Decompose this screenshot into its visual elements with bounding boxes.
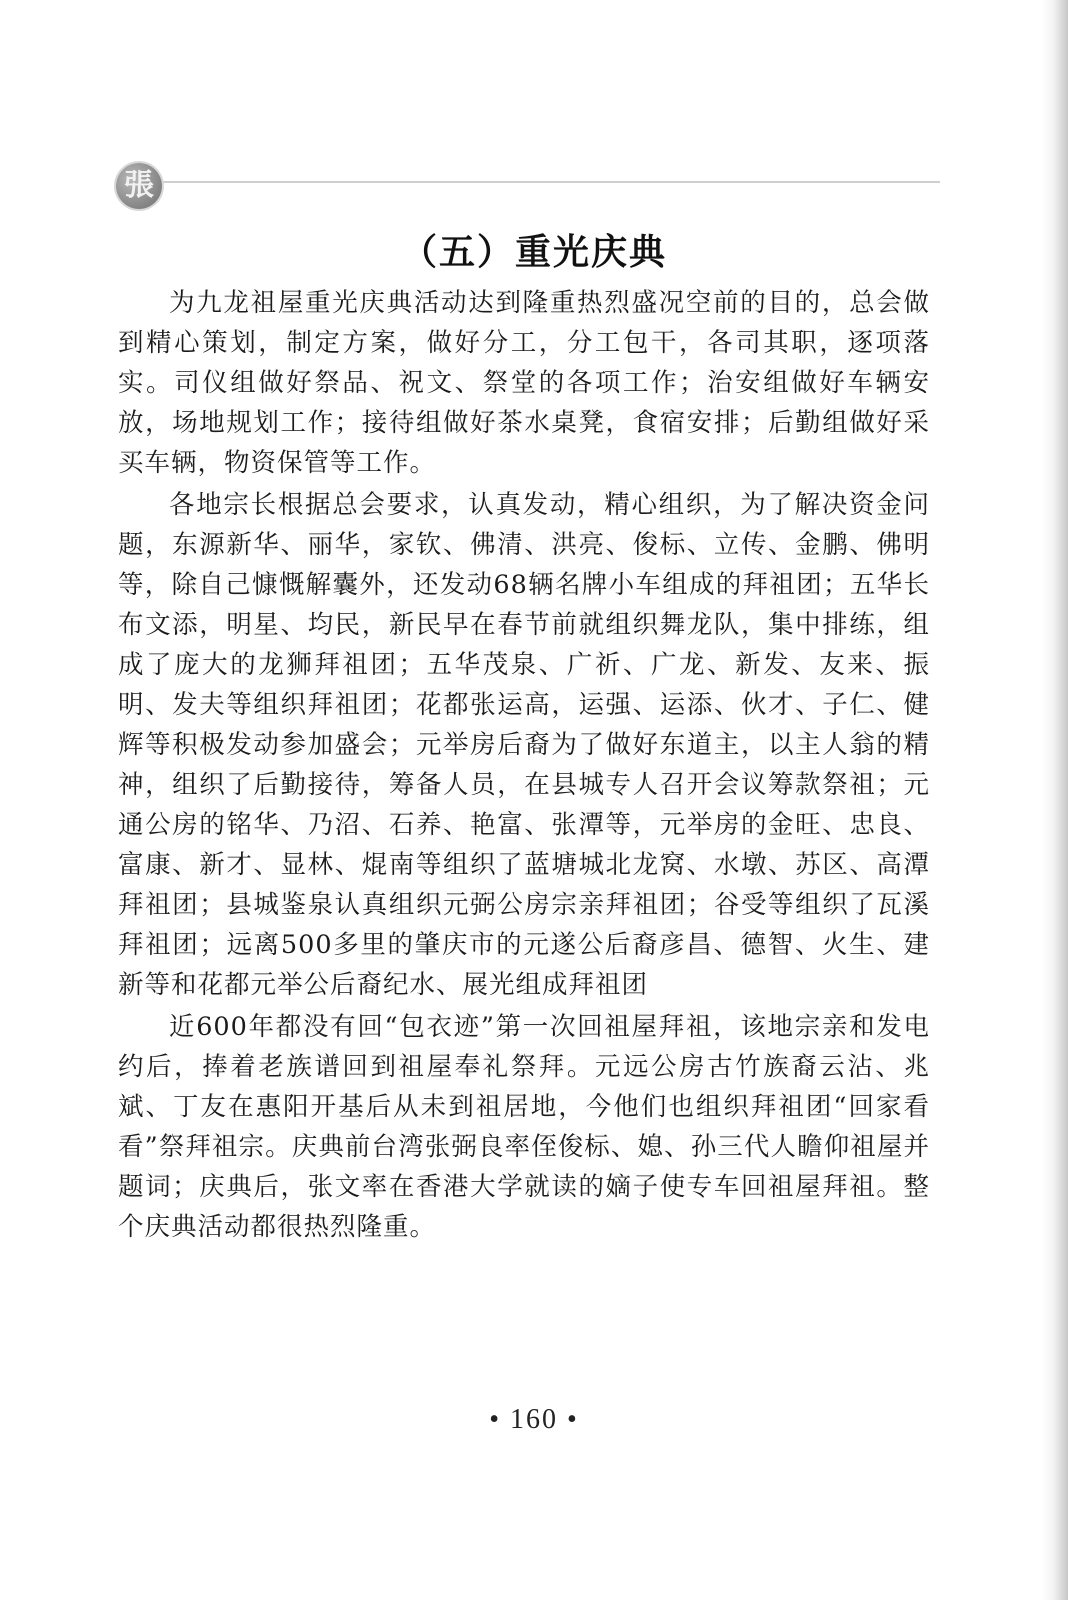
paragraph-1: 为九龙祖屋重光庆典活动达到隆重热烈盛况空前的目的，总会做到精心策划，制定方案，做好分工，分工包干，各司其职，逐项落实。司仪组做好祭品、祝文、祭堂的各项工作；治安组做好车辆安放，场地规划工作；接待组做好茶水桌凳，食宿安排；后勤组做好采买车辆，物资保管等工作。 bbox=[118, 288, 930, 478]
paragraph-3: 近600年都没有回“包衣迹”第一次回祖屋拜祖，该地宗亲和发电约后，捧着老族谱回到祖屋奉礼祭拜。元远公房古竹族裔云沾、兆斌、丁友在惠阳开基后从未到祖居地，今他们也组织拜祖团“回家看看”祭拜祖宗。庆典前台湾张弼良率侄俊标、媳、孙三代人瞻仰祖屋并题词；庆典后，张文率在香港大学就读的嫡子使专车回祖屋拜祖。整个庆典活动都很热烈隆重。 bbox=[118, 1012, 930, 1242]
surname-seal-emblem bbox=[116, 163, 162, 209]
body-text bbox=[118, 283, 930, 1249]
paragraph-2: 各地宗长根据总会要求，认真发动，精心组织，为了解决资金问题，东源新华、丽华，家钦、佛清、洪亮、俊标、立传、金鹏、佛明等，除自己慷慨解囊外，还发动68辆名牌小车组成的拜祖团；五华长布文添，明星、均民，新民早在春节前就组织舞龙队，集中排练，组成了庞大的龙狮拜祖团；五华茂泉、广祈、广龙、新发、友来、振明、发夫等组织拜祖团；花都张运高，运强、运添、伙才、子仁、健辉等积极发动参加盛会；元举房后裔为了做好东道主，以主人翁的精神，组织了后勤接待，筹备人员，在县城专人召开会议筹款祭祖；元通公房的铭华、乃沼、石养、艳富、张潭等，元举房的金旺、忠良、富康、新才、显林、焜南等组织了蓝塘城北龙窝、水墩、苏区、高潭拜祖团；县城鉴泉认真组织元弼公房宗亲拜祖团；谷受等组织了瓦溪拜祖团；远离500多里的肇庆市的元遂公后裔彦昌、德智、火生、建新等和花都元举公后裔纪水、展光组成拜祖团 bbox=[118, 490, 930, 1000]
seal-glyph: 張 bbox=[124, 168, 154, 203]
header-rule bbox=[155, 181, 940, 183]
section-title: （五）重光庆典 bbox=[400, 232, 667, 273]
page-number: • 160 • bbox=[489, 1404, 579, 1435]
